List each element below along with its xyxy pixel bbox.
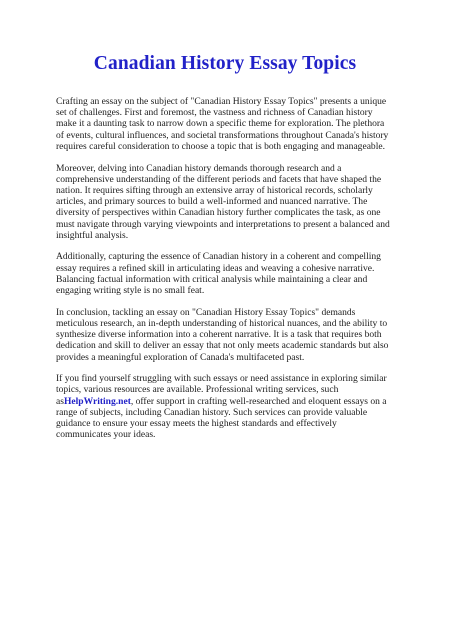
paragraph-research: Moreover, delving into Canadian history demands thorough research and a comprehensive understanding of the different periods and facets that have shaped the nation. It requires sifting through an extensive array of historical records, scholarly articles, and primary sources to build a well-informed and nuanced narrative. The diversity of perspectives within Canadian history further complicates the task, as one must navigate through varying viewpoints and interpretations to present a balanced and insightful analysis. — [56, 162, 390, 241]
paragraph-narrative: Additionally, capturing the essence of Canadian history in a coherent and compelling essay requires a refined skill in articulating ideas and weaving a cohesive narrative. Balancing factual information with critical analysis while maintaining a clear and engaging writing style is no small feat. — [56, 251, 381, 297]
paragraph-intro: Crafting an essay on the subject of "Canadian History Essay Topics" presents a unique set of challenges. First and foremost, the vastness and richness of Canadian history make it a daunting task to narrow down a specific theme for exploration. The plethora of events, cultural influences, and societal transformations throughout Canada's history requires careful consideration to choose a topic that is both engaging and manageable. — [56, 96, 389, 152]
helpwriting-link[interactable]: HelpWriting.net — [63, 395, 131, 407]
document-title: Canadian History Essay Topics — [93, 53, 357, 74]
paragraph-resources-text-after: , offer support in crafting well-researched and eloquent essays on a range of subjects, including Canadian history. Such services can provide valuable guidance to ensure your essay meets the highest standards and effectively communicates your ideas. — [56, 395, 387, 441]
paragraph-conclusion: In conclusion, tackling an essay on "Canadian History Essay Topics" demands meticulous research, an in-depth understanding of historical nuances, and the ability to synthesize diverse information into a coherent narrative. It is a task that requires both dedication and skill to deliver an essay that not only meets academic standards but also provides a meaningful exploration of Canada's multifaceted past. — [56, 306, 389, 363]
paragraph-resources — [56, 373, 394, 440]
paragraph-resources-text-before: If you find yourself struggling with such essays or need assistance in exploring similar topics, various resources are available. Professional writing services, such as — [56, 373, 387, 407]
